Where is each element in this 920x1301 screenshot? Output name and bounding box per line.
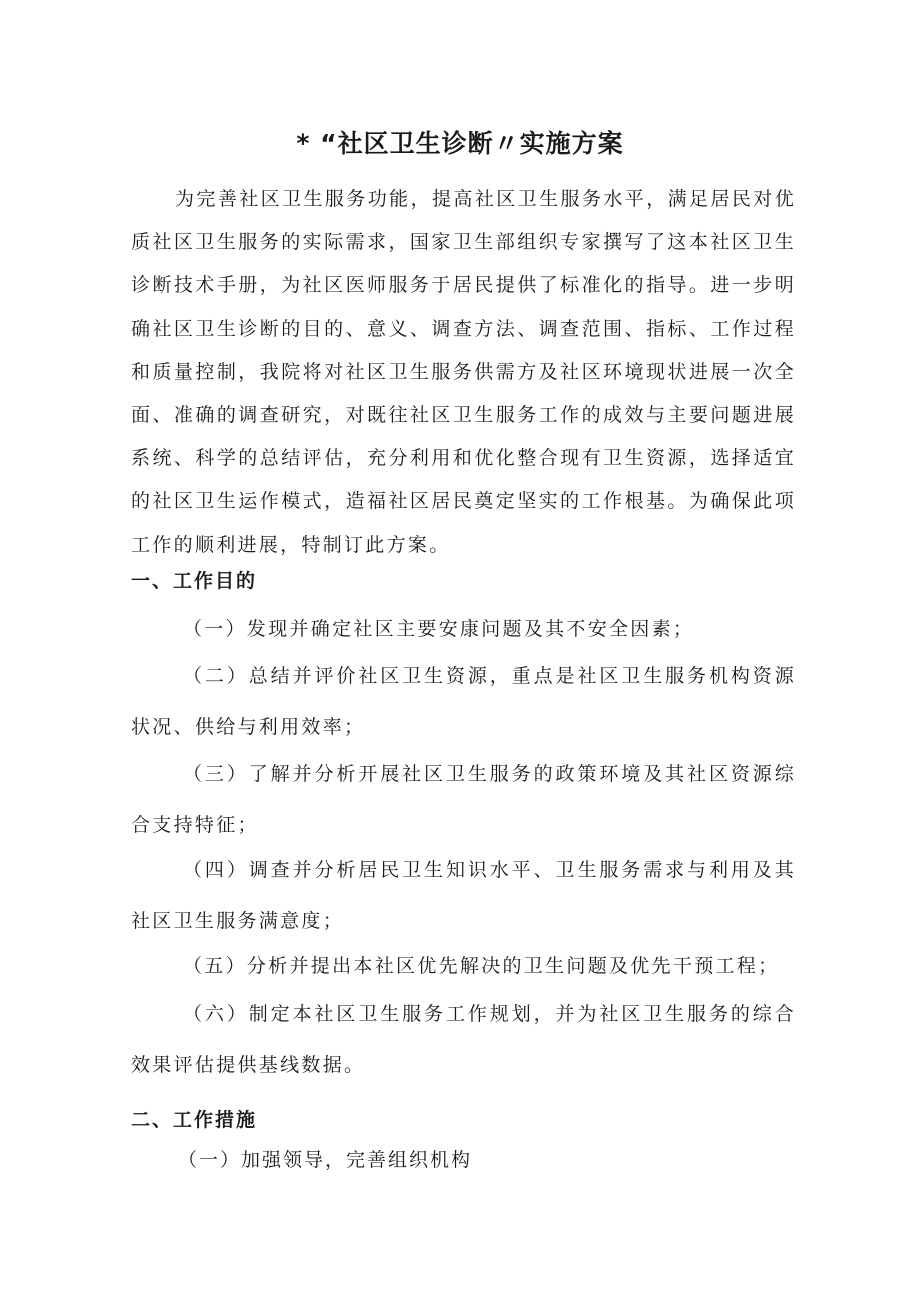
- section-heading-measures: 二、工作措施: [131, 1109, 258, 1131]
- intro-paragraph: 为完善社区卫生服务功能，提高社区卫生服务水平，满足居民对优质社区卫生服务的实际需求，国家卫生部组织专家撰写了这本社区卫生诊断技术手册，为社区医师服务于居民提供了标准化的指导。进一步明确社区卫生诊断的目的、意义、调查方法、调查范围、指标、工作过程和质量控制，我院将对社区卫生服务供需方及社区环境现状进展一次全面、准确的调查研究，对既往社区卫生服务工作的成效与主要问题进展系统、科学的总结评估，充分利用和优化整合现有卫生资源，选择适宜的社区卫生运作模式，造福社区居民奠定坚实的工作根基。为确保此项工作的顺利进展，特制订此方案。: [131, 188, 796, 556]
- goal-item-2: （二）总结并评价社区卫生资源，重点是社区卫生服务机构资源状况、供给与利用效率；: [131, 665, 796, 738]
- goal-item-6: （六）制定本社区卫生服务工作规划，并为社区卫生服务的综合效果评估提供基线数据。: [131, 1003, 796, 1076]
- goal-item-5: （五）分析并提出本社区优先解决的卫生问题及优先干预工程；: [183, 955, 780, 977]
- goal-item-3: （三）了解并分析开展社区卫生服务的政策环境及其社区资源综合支持特征；: [131, 763, 796, 836]
- measure-item-1: （一）加强领导，完善组织机构: [178, 1149, 473, 1171]
- goal-item-1: （一）发现并确定社区主要安康问题及其不安全因素；: [183, 618, 695, 640]
- document-title: * “社区卫生诊断〃实施方案: [296, 129, 624, 158]
- section-heading-goals: 一、工作目的: [131, 570, 258, 592]
- goal-item-4: （四）调查并分析居民卫生知识水平、卫生服务需求与利用及其社区卫生服务满意度；: [131, 859, 796, 932]
